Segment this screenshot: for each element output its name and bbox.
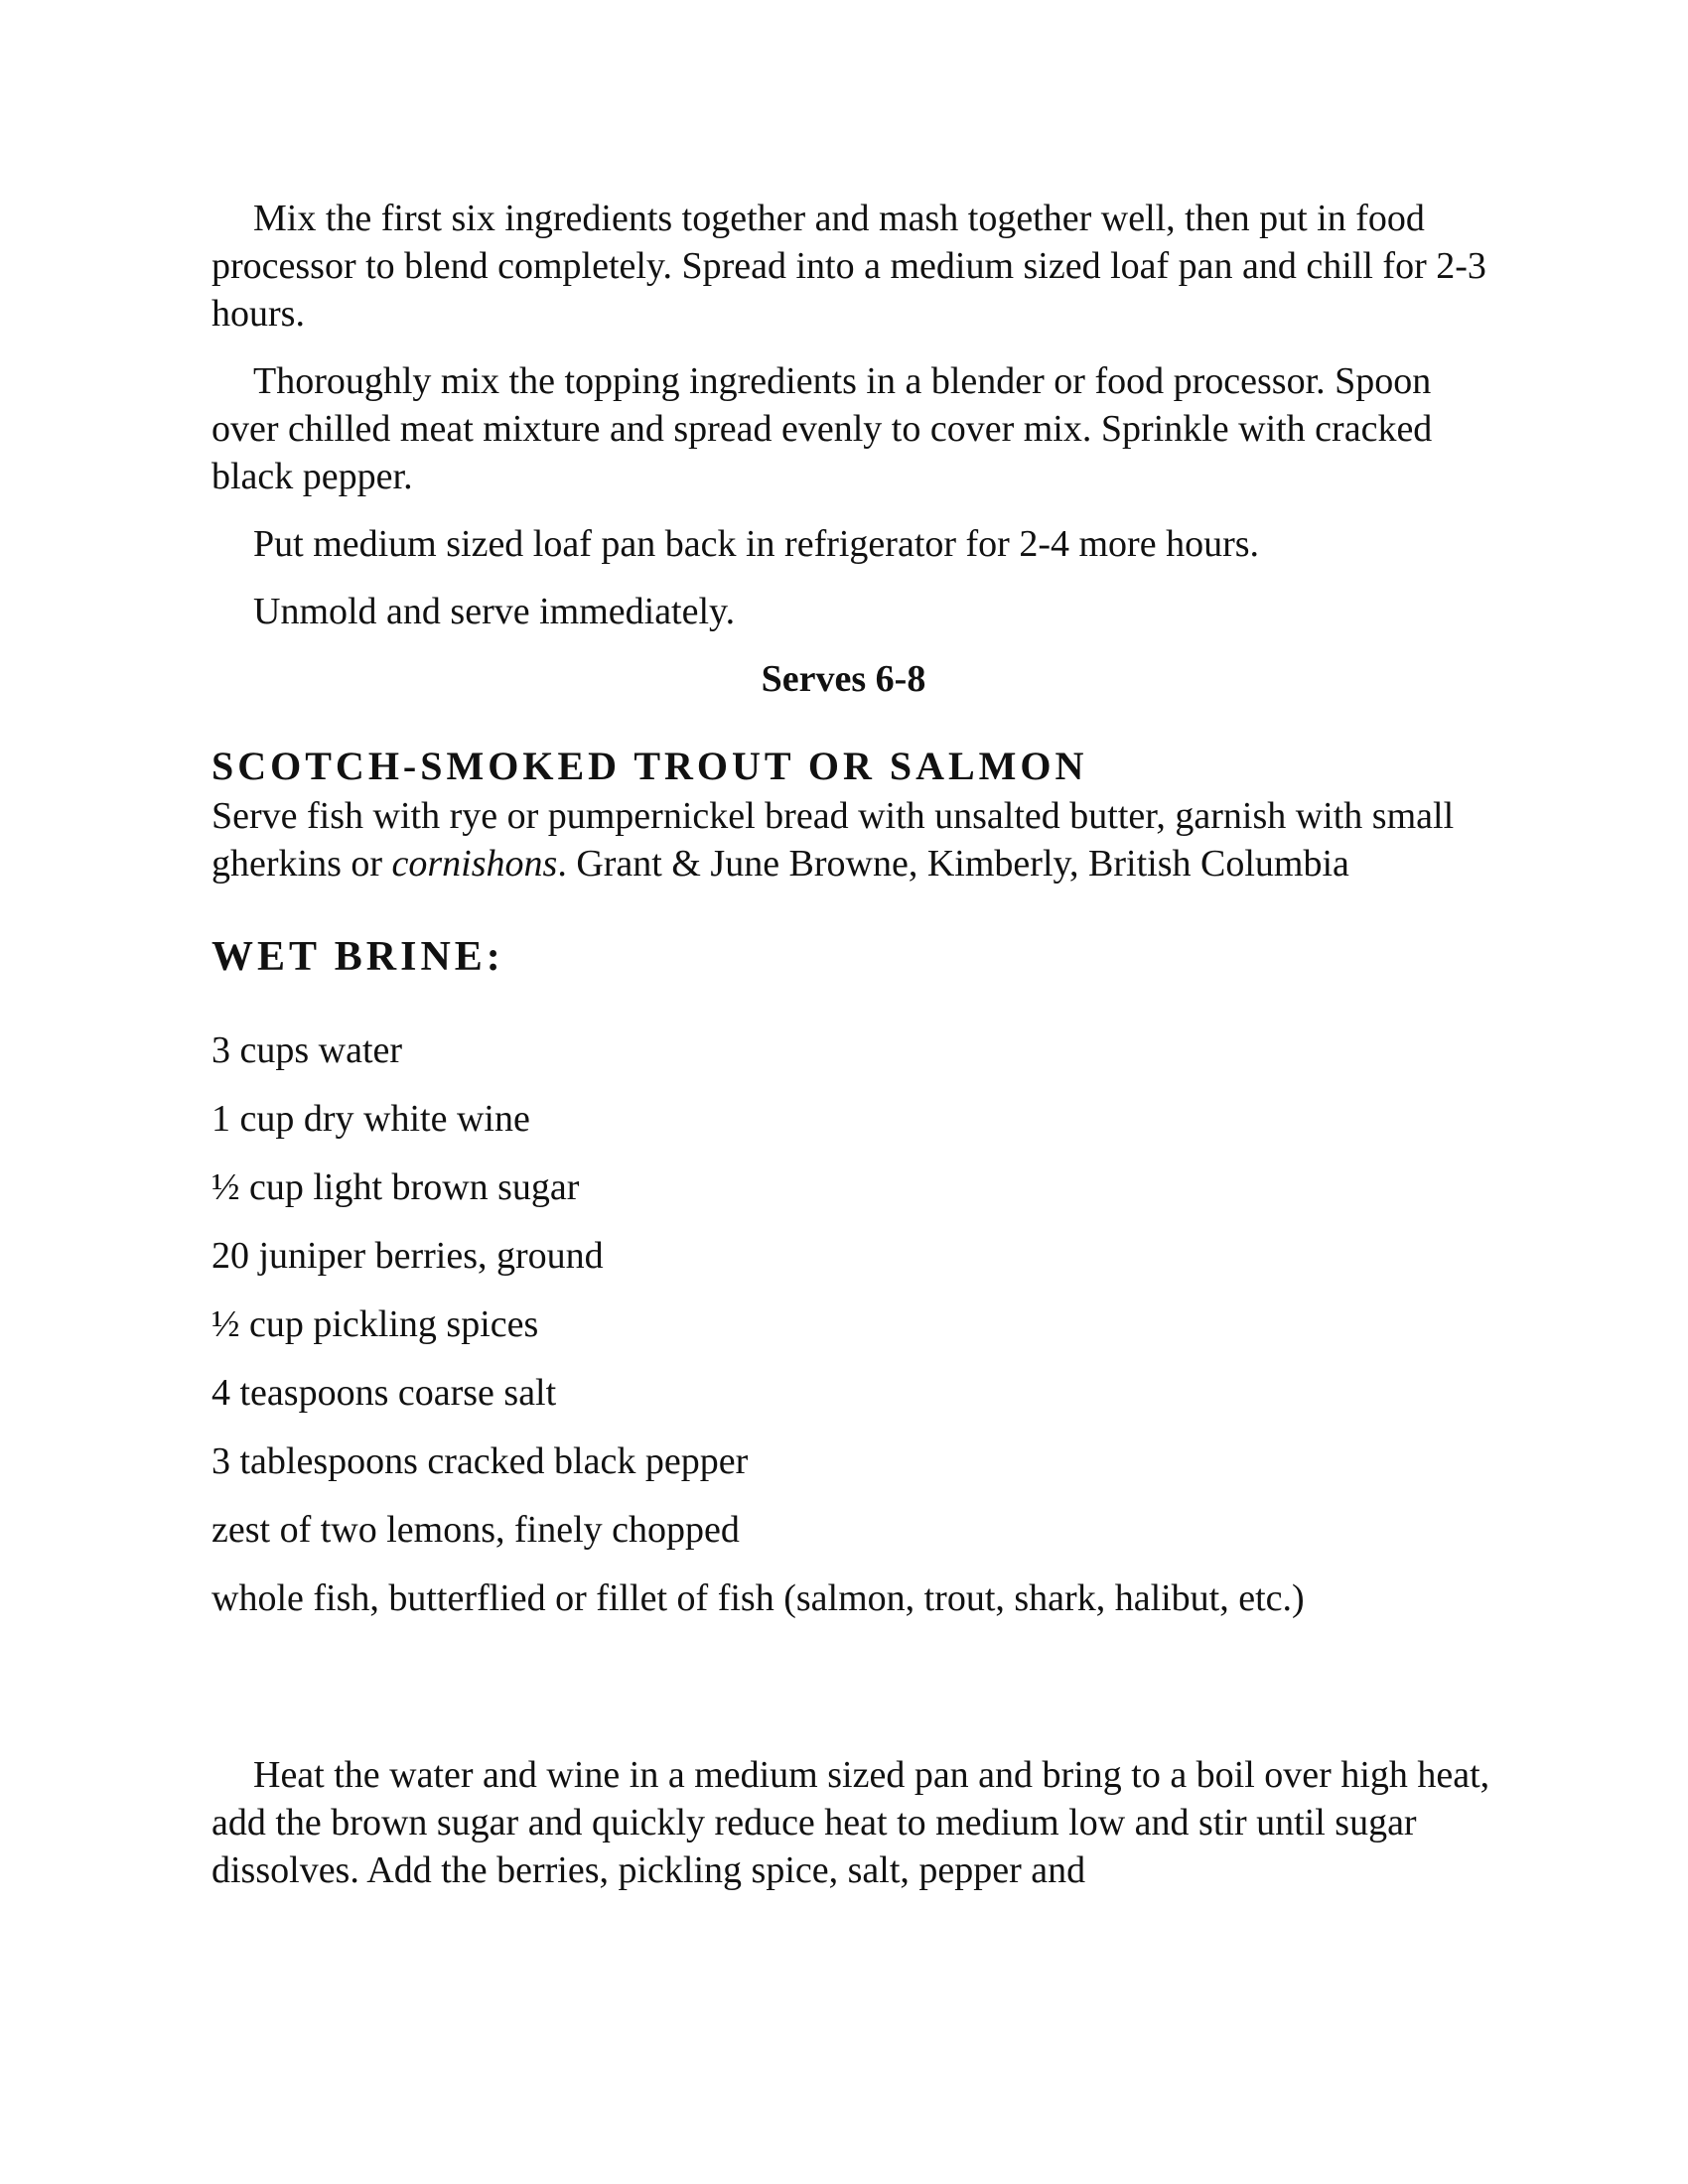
ingredient-item: 20 juniper berries, ground <box>211 1235 604 1277</box>
ingredient-item: 3 cups water <box>211 1029 403 1071</box>
ingredient-item: ½ cup light brown sugar <box>211 1166 580 1208</box>
ingredient-list <box>211 1026 1502 1622</box>
intro-paragraph-2: Thoroughly mix the topping ingredients in a blender or food processor. Spoon over chilled meat mixture and spread evenly to cover mix. Sprinkle with cracked black pepper. <box>211 360 1433 497</box>
serves-note: Serves 6-8 <box>761 658 926 700</box>
description-italic-term: cornishons <box>391 843 558 885</box>
ingredient-item: ½ cup pickling spices <box>211 1303 539 1345</box>
section-heading-wet-brine: WET BRINE: <box>211 934 504 980</box>
recipe-description <box>211 792 1502 887</box>
ingredient-item: 1 cup dry white wine <box>211 1098 530 1140</box>
intro-paragraph-1: Mix the first six ingredients together and mash together well, then put in food processor to blend completely. Spread into a medium sized loaf pan and chill for 2-3 hours. <box>211 198 1486 335</box>
intro-paragraph-4: Unmold and serve immediately. <box>253 591 736 632</box>
method-paragraph: Heat the water and wine in a medium sized pan and bring to a boil over high heat, add the brown sugar and quickly reduce heat to medium low and stir until sugar dissolves. Add the berries, pickling spice, salt, pepper and <box>211 1754 1490 1891</box>
document-page <box>211 195 1502 1894</box>
ingredient-item: 4 teaspoons coarse salt <box>211 1372 557 1414</box>
description-text-end: . Grant & June Browne, Kimberly, British Columbia <box>557 843 1349 885</box>
description-text-start: Serve fish with rye or pumpernickel bread with unsalted butter, garnish with small gherkins or <box>211 795 1455 885</box>
recipe-title: SCOTCH-SMOKED TROUT OR SALMON <box>211 744 1088 788</box>
ingredient-item: 3 tablespoons cracked black pepper <box>211 1440 749 1482</box>
ingredient-item: whole fish, butterflied or fillet of fish (salmon, trout, shark, halibut, etc.) <box>211 1577 1305 1619</box>
ingredient-item: zest of two lemons, finely chopped <box>211 1509 740 1551</box>
intro-paragraph-3: Put medium sized loaf pan back in refrigerator for 2-4 more hours. <box>253 523 1260 565</box>
